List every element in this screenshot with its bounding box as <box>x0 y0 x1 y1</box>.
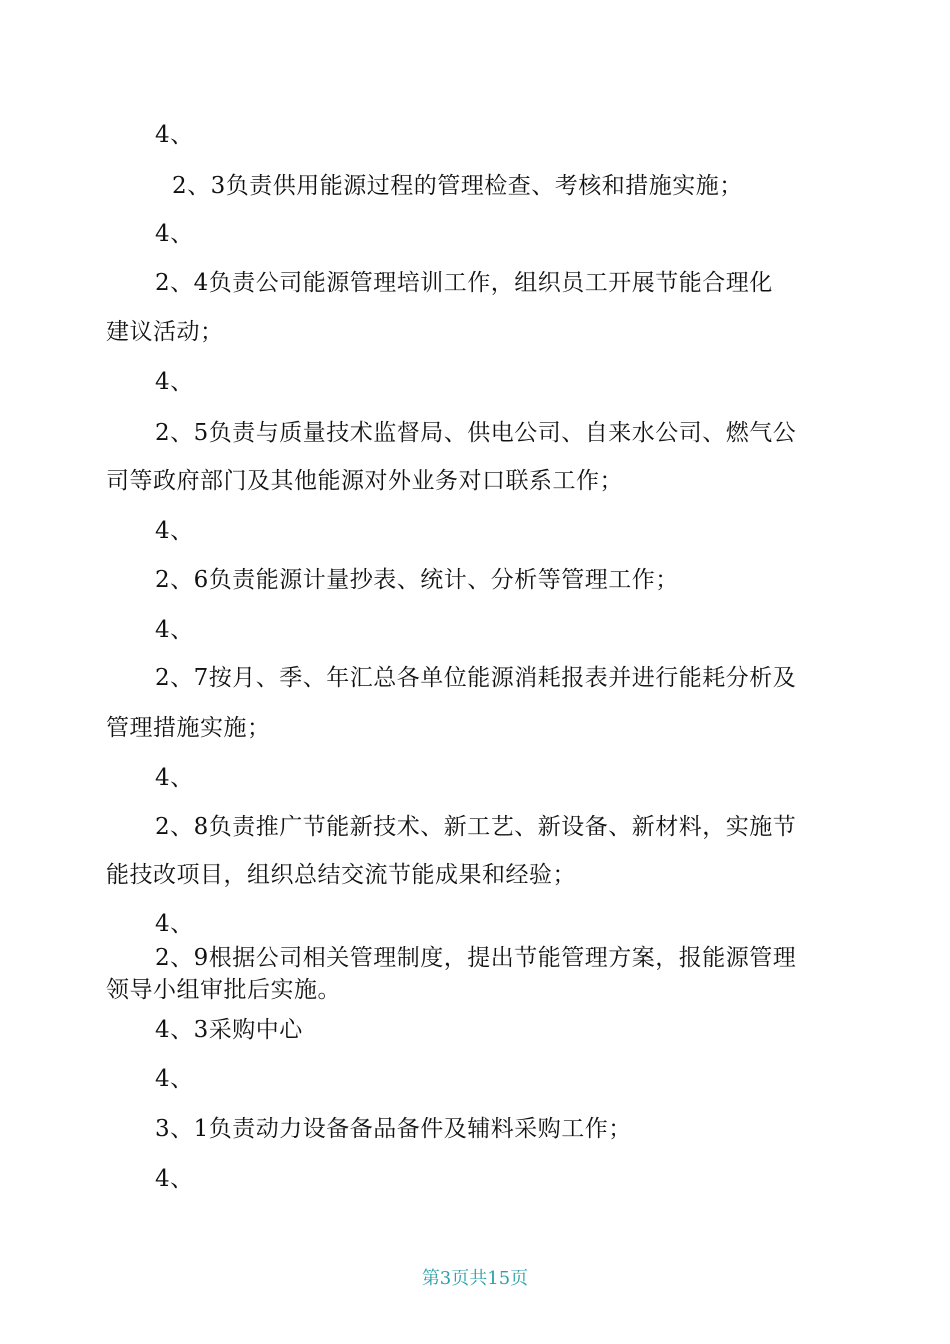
text-line: 3、1负责动力设备备品备件及辅料采购工作； <box>155 1116 632 1142</box>
text-line: 4、 <box>155 617 194 643</box>
text-line: 2、6负责能源计量抄表、统计、分析等管理工作； <box>155 567 679 593</box>
text-line: 4、 <box>155 122 194 148</box>
text-line: 4、 <box>155 911 194 937</box>
text-line: 2、3负责供用能源过程的管理检查、考核和措施实施； <box>172 173 743 199</box>
text-line: 4、 <box>155 1166 194 1192</box>
text-line: 领导小组审批后实施。 <box>106 977 341 1003</box>
text-line: 管理措施实施； <box>106 715 271 741</box>
text-line: 2、5负责与质量技术监督局、供电公司、自来水公司、燃气公 <box>155 420 797 446</box>
page-number-footer: 第3页共15页 <box>421 1268 529 1289</box>
text-line: 4、 <box>155 518 194 544</box>
text-line: 4、3采购中心 <box>155 1017 303 1043</box>
text-line: 4、 <box>155 1066 194 1092</box>
text-line: 2、4负责公司能源管理培训工作，组织员工开展节能合理化 <box>155 270 773 296</box>
text-line: 建议活动； <box>106 319 224 345</box>
text-line: 4、 <box>155 369 194 395</box>
text-line: 4、 <box>155 221 194 247</box>
text-line: 4、 <box>155 765 194 791</box>
text-line: 2、8负责推广节能新技术、新工艺、新设备、新材料，实施节 <box>155 814 797 840</box>
text-line: 2、7按月、季、年汇总各单位能源消耗报表并进行能耗分析及 <box>155 665 797 691</box>
text-line: 2、9根据公司相关管理制度，提出节能管理方案，报能源管理 <box>155 945 797 971</box>
text-line: 司等政府部门及其他能源对外业务对口联系工作； <box>106 468 623 494</box>
text-line: 能技改项目，组织总结交流节能成果和经验； <box>106 862 576 888</box>
